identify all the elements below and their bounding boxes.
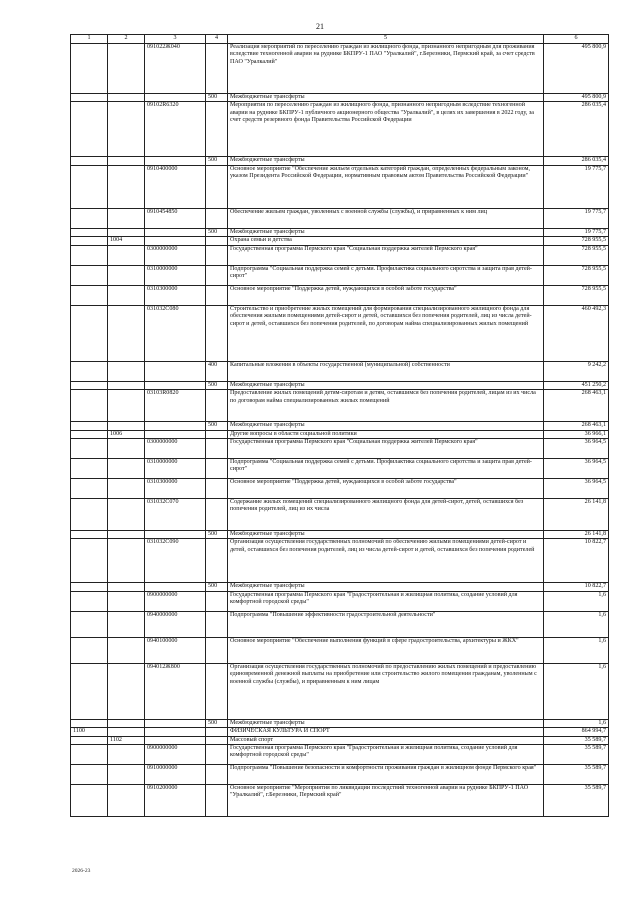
- table-row: [71, 583, 609, 591]
- amount-cell: 728 955,5: [544, 285, 609, 305]
- description-cell: Охрана семьи и детства: [228, 237, 544, 245]
- table-row: [71, 438, 609, 458]
- expense-type-cell: [206, 611, 228, 637]
- target-article-cell: [145, 228, 206, 236]
- description-cell: Массовый спорт: [228, 736, 544, 744]
- description-cell: Межбюджетные трансферты: [228, 583, 544, 591]
- subsection-code-cell: [108, 583, 145, 591]
- expense-type-cell: [206, 305, 228, 361]
- description-cell: Государственная программа Пермского края "Социальная поддержка жителей Пермского края": [228, 245, 544, 265]
- description-cell: Межбюджетные трансферты: [228, 157, 544, 165]
- amount-cell: 35 589,7: [544, 765, 609, 785]
- table-row: [71, 591, 609, 611]
- amount-cell: 36 964,5: [544, 458, 609, 478]
- target-article-cell: [145, 422, 206, 430]
- table-row: [71, 637, 609, 663]
- description-cell: Обеспечение жильем граждан, уволенных с военной службы (службы), и приравненных к ним лиц: [228, 208, 544, 228]
- section-code-cell: [71, 719, 108, 727]
- table-row: [71, 478, 609, 498]
- table-row: [71, 430, 609, 438]
- subsection-code-cell: [108, 208, 145, 228]
- column-header: 3: [145, 35, 206, 44]
- column-header: 4: [206, 35, 228, 44]
- description-cell: Другие вопросы в области социальной политики: [228, 430, 544, 438]
- description-cell: Организация осуществления государственных полномочий по предоставлению жилых помещений и предоставлению единовременной денежной выплаты на приобретение или строительство жилого помещения гражданам, уволенным с военной службы (службы), и приравненным к ним лицам: [228, 663, 544, 719]
- table-row: [71, 305, 609, 361]
- target-article-cell: 09102R6320: [145, 102, 206, 157]
- column-header: 5: [228, 35, 544, 44]
- subsection-code-cell: [108, 94, 145, 102]
- table-row: [71, 765, 609, 785]
- table-row: [71, 44, 609, 94]
- expense-type-cell: [206, 237, 228, 245]
- target-article-cell: 0300000000: [145, 438, 206, 458]
- section-code-cell: [71, 361, 108, 381]
- description-cell: Государственная программа Пермского края "Социальная поддержка жителей Пермского края": [228, 438, 544, 458]
- section-code-cell: [71, 458, 108, 478]
- budget-table: [70, 34, 609, 817]
- table-row: [71, 245, 609, 265]
- section-code-cell: [71, 381, 108, 389]
- section-code-cell: [71, 611, 108, 637]
- section-code-cell: [71, 591, 108, 611]
- section-code-cell: [71, 285, 108, 305]
- subsection-code-cell: [108, 478, 145, 498]
- description-cell: Основное мероприятие "Поддержка детей, нуждающихся в особой заботе государства": [228, 478, 544, 498]
- expense-type-cell: [206, 165, 228, 208]
- subsection-code-cell: [108, 361, 145, 381]
- amount-cell: 286 035,4: [544, 102, 609, 157]
- expense-type-cell: [206, 736, 228, 744]
- amount-cell: 268 463,1: [544, 390, 609, 422]
- expense-type-cell: 500: [206, 422, 228, 430]
- amount-cell: 728 955,5: [544, 265, 609, 285]
- section-code-cell: [71, 94, 108, 102]
- subsection-code-cell: [108, 157, 145, 165]
- section-code-cell: [71, 390, 108, 422]
- subsection-code-cell: [108, 785, 145, 817]
- section-code-cell: [71, 237, 108, 245]
- amount-cell: 19 775,7: [544, 228, 609, 236]
- target-article-cell: 031032С090: [145, 539, 206, 583]
- target-article-cell: 0300000000: [145, 245, 206, 265]
- subsection-code-cell: [108, 719, 145, 727]
- description-cell: Содержание жилых помещений специализированного жилищного фонда для детей-сирот, детей, оставшихся без попечения родителей, лиц из их числа: [228, 498, 544, 530]
- expense-type-cell: [206, 539, 228, 583]
- amount-cell: 864 994,7: [544, 728, 609, 736]
- subsection-code-cell: [108, 390, 145, 422]
- table-row: [71, 719, 609, 727]
- section-code-cell: [71, 102, 108, 157]
- amount-cell: 26 141,8: [544, 530, 609, 538]
- target-article-cell: 0900000000: [145, 745, 206, 765]
- section-code-cell: [71, 785, 108, 817]
- description-cell: Основное мероприятие "Обеспечение выполнения функций в сфере градостроительства, архитектуры и ЖКХ": [228, 637, 544, 663]
- target-article-cell: 03103R0820: [145, 390, 206, 422]
- subsection-code-cell: [108, 591, 145, 611]
- amount-cell: 286 035,4: [544, 157, 609, 165]
- amount-cell: 36 964,5: [544, 438, 609, 458]
- expense-type-cell: [206, 458, 228, 478]
- description-cell: Капитальные вложения в объекты государственной (муниципальной) собственности: [228, 361, 544, 381]
- subsection-code-cell: 1004: [108, 237, 145, 245]
- amount-cell: 10 822,7: [544, 583, 609, 591]
- subsection-code-cell: [108, 663, 145, 719]
- description-cell: Строительство и приобретение жилых помещений для формирования специализированного жилищного фонда для обеспечения жилыми помещениями детей-сирот и детей, оставшихся без попечения родителей, лиц из числа детей-сирот и детей, оставшихся без попечения родителей, по договорам найма специализированных жилых помещений: [228, 305, 544, 361]
- header-row: [71, 35, 609, 44]
- subsection-code-cell: [108, 381, 145, 389]
- subsection-code-cell: [108, 637, 145, 663]
- target-article-cell: 031032С080: [145, 305, 206, 361]
- table-row: [71, 265, 609, 285]
- amount-cell: 10 822,7: [544, 539, 609, 583]
- description-cell: Межбюджетные трансферты: [228, 381, 544, 389]
- expense-type-cell: [206, 430, 228, 438]
- section-code-cell: [71, 663, 108, 719]
- subsection-code-cell: [108, 728, 145, 736]
- amount-cell: 35 589,7: [544, 785, 609, 817]
- target-article-cell: [145, 237, 206, 245]
- subsection-code-cell: [108, 305, 145, 361]
- target-article-cell: 0940100000: [145, 637, 206, 663]
- subsection-code-cell: [108, 539, 145, 583]
- expense-type-cell: 500: [206, 583, 228, 591]
- amount-cell: 35 589,7: [544, 736, 609, 744]
- amount-cell: 451 250,2: [544, 381, 609, 389]
- table-row: [71, 157, 609, 165]
- expense-type-cell: [206, 390, 228, 422]
- amount-cell: 728 955,5: [544, 245, 609, 265]
- table-row: [71, 611, 609, 637]
- description-cell: Основное мероприятие "Поддержка детей, нуждающихся в особой заботе государства": [228, 285, 544, 305]
- column-header: 2: [108, 35, 145, 44]
- description-cell: Организация осуществления государственных полномочий по обеспечению жилыми помещениями детей-сирот и детей, оставшихся без попечения родителей, лиц из числа детей-сирот и детей, оставшихся без попечения родителей: [228, 539, 544, 583]
- amount-cell: 19 775,7: [544, 208, 609, 228]
- table-row: [71, 498, 609, 530]
- section-code-cell: [71, 539, 108, 583]
- table-row: [71, 361, 609, 381]
- subsection-code-cell: 1006: [108, 430, 145, 438]
- expense-type-cell: 500: [206, 94, 228, 102]
- section-code-cell: [71, 208, 108, 228]
- section-code-cell: [71, 530, 108, 538]
- table-row: [71, 785, 609, 817]
- expense-type-cell: [206, 663, 228, 719]
- amount-cell: 1,6: [544, 591, 609, 611]
- target-article-cell: [145, 157, 206, 165]
- expense-type-cell: [206, 438, 228, 458]
- target-article-cell: 0940000000: [145, 611, 206, 637]
- table-row: [71, 228, 609, 236]
- target-article-cell: 0910200000: [145, 785, 206, 817]
- expense-type-cell: 500: [206, 719, 228, 727]
- target-article-cell: 0310300000: [145, 285, 206, 305]
- description-cell: Подпрограмма "Повышение эффективности градостроительной деятельности": [228, 611, 544, 637]
- section-code-cell: [71, 245, 108, 265]
- amount-cell: 1,6: [544, 663, 609, 719]
- subsection-code-cell: [108, 611, 145, 637]
- section-code-cell: [71, 305, 108, 361]
- section-code-cell: [71, 422, 108, 430]
- table-row: [71, 530, 609, 538]
- expense-type-cell: [206, 765, 228, 785]
- target-article-cell: 0910000000: [145, 765, 206, 785]
- amount-cell: 35 589,7: [544, 745, 609, 765]
- description-cell: Реализация мероприятий по переселению граждан из жилищного фонда, признанного непригодным для проживания вследствие техногенной аварии на руднике БКПРУ-1 ПАО "Уралкалий", г.Березники, Пермский край, за счет средств ПАО "Уралкалий": [228, 44, 544, 94]
- description-cell: Предоставление жилых помещений детям-сиротам и детям, оставшимся без попечения родителей, лицам из их числа по договорам найма специализированных жилых помещений: [228, 390, 544, 422]
- target-article-cell: [145, 728, 206, 736]
- subsection-code-cell: [108, 745, 145, 765]
- section-code-cell: [71, 438, 108, 458]
- expense-type-cell: 500: [206, 381, 228, 389]
- table-row: [71, 102, 609, 157]
- table-row: [71, 285, 609, 305]
- section-code-cell: [71, 765, 108, 785]
- target-article-cell: 0310000000: [145, 458, 206, 478]
- expense-type-cell: 500: [206, 228, 228, 236]
- document-code: 2026-23: [72, 868, 91, 874]
- description-cell: Подпрограмма "Повышение безопасности и комфортности проживания граждан в жилищном фонде Пермского края": [228, 765, 544, 785]
- target-article-cell: 091022Ж040: [145, 44, 206, 94]
- target-article-cell: 0910454850: [145, 208, 206, 228]
- section-code-cell: [71, 228, 108, 236]
- amount-cell: 1,6: [544, 719, 609, 727]
- table-row: [71, 237, 609, 245]
- target-article-cell: 0900000000: [145, 591, 206, 611]
- target-article-cell: 031032С070: [145, 498, 206, 530]
- description-cell: Межбюджетные трансферты: [228, 228, 544, 236]
- table-row: [71, 663, 609, 719]
- section-code-cell: [71, 157, 108, 165]
- description-cell: Межбюджетные трансферты: [228, 719, 544, 727]
- target-article-cell: [145, 381, 206, 389]
- table-row: [71, 208, 609, 228]
- expense-type-cell: [206, 785, 228, 817]
- subsection-code-cell: [108, 765, 145, 785]
- subsection-code-cell: [108, 458, 145, 478]
- amount-cell: 9 242,2: [544, 361, 609, 381]
- table-row: [71, 390, 609, 422]
- expense-type-cell: [206, 637, 228, 663]
- table-row: [71, 422, 609, 430]
- section-code-cell: [71, 583, 108, 591]
- section-code-cell: [71, 745, 108, 765]
- target-article-cell: 094012Ж800: [145, 663, 206, 719]
- expense-type-cell: 400: [206, 361, 228, 381]
- table-row: [71, 165, 609, 208]
- expense-type-cell: [206, 728, 228, 736]
- amount-cell: 495 800,9: [544, 44, 609, 94]
- target-article-cell: [145, 94, 206, 102]
- table-row: [71, 736, 609, 744]
- subsection-code-cell: [108, 265, 145, 285]
- description-cell: Основное мероприятие "Мероприятия по ликвидации последствий техногенной аварии на руднике БКПРУ-1 ПАО "Уралкалий", г.Березники, Пермский край": [228, 785, 544, 817]
- subsection-code-cell: [108, 165, 145, 208]
- amount-cell: 1,6: [544, 637, 609, 663]
- section-code-cell: 1100: [71, 728, 108, 736]
- section-code-cell: [71, 478, 108, 498]
- subsection-code-cell: [108, 228, 145, 236]
- expense-type-cell: [206, 498, 228, 530]
- subsection-code-cell: [108, 498, 145, 530]
- table-row: [71, 728, 609, 736]
- table-row: [71, 458, 609, 478]
- description-cell: Государственная программа Пермского края "Градостроительная и жилищная политика, создание условий для комфортной городской среды": [228, 591, 544, 611]
- subsection-code-cell: [108, 285, 145, 305]
- expense-type-cell: [206, 44, 228, 94]
- expense-type-cell: [206, 591, 228, 611]
- description-cell: Мероприятия по переселению граждан из жилищного фонда, признанного непригодным вследствие техногенной аварии на руднике БКПРУ-1 публичного акционерного общества "Уралкалий", в целях их завершения в 2022 году, за счет средств резервного фонда Правительства Российской Федерации: [228, 102, 544, 157]
- target-article-cell: [145, 430, 206, 438]
- subsection-code-cell: [108, 422, 145, 430]
- expense-type-cell: [206, 265, 228, 285]
- section-code-cell: [71, 736, 108, 744]
- description-cell: Межбюджетные трансферты: [228, 530, 544, 538]
- target-article-cell: 0910400000: [145, 165, 206, 208]
- subsection-code-cell: 1102: [108, 736, 145, 744]
- expense-type-cell: [206, 208, 228, 228]
- section-code-cell: [71, 265, 108, 285]
- section-code-cell: [71, 637, 108, 663]
- amount-cell: 36 964,5: [544, 478, 609, 498]
- description-cell: Государственная программа Пермского края "Градостроительная и жилищная политика, создание условий для комфортной городской среды": [228, 745, 544, 765]
- expense-type-cell: [206, 285, 228, 305]
- subsection-code-cell: [108, 438, 145, 458]
- target-article-cell: [145, 583, 206, 591]
- description-cell: Подпрограмма "Социальная поддержка семей с детьми. Профилактика социального сиротства и защита прав детей-сирот": [228, 265, 544, 285]
- description-cell: Основное мероприятие "Обеспечение жильем отдельных категорий граждан, определенных федеральным законом, указом Президента Российской Федерации, нормативным правовым актом Правительства Российской Федерации": [228, 165, 544, 208]
- subsection-code-cell: [108, 44, 145, 94]
- target-article-cell: [145, 530, 206, 538]
- amount-cell: 495 800,9: [544, 94, 609, 102]
- description-cell: ФИЗИЧЕСКАЯ КУЛЬТУРА И СПОРТ: [228, 728, 544, 736]
- description-cell: Межбюджетные трансферты: [228, 94, 544, 102]
- target-article-cell: 0310300000: [145, 478, 206, 498]
- amount-cell: 728 955,5: [544, 237, 609, 245]
- target-article-cell: [145, 361, 206, 381]
- amount-cell: 19 775,7: [544, 165, 609, 208]
- expense-type-cell: [206, 245, 228, 265]
- expense-type-cell: 500: [206, 530, 228, 538]
- target-article-cell: [145, 719, 206, 727]
- subsection-code-cell: [108, 245, 145, 265]
- expense-type-cell: [206, 102, 228, 157]
- section-code-cell: [71, 165, 108, 208]
- target-article-cell: 0310000000: [145, 265, 206, 285]
- expense-type-cell: [206, 478, 228, 498]
- target-article-cell: [145, 736, 206, 744]
- table-row: [71, 745, 609, 765]
- section-code-cell: [71, 44, 108, 94]
- amount-cell: 36 966,1: [544, 430, 609, 438]
- page-number: 21: [316, 22, 324, 31]
- table-row: [71, 381, 609, 389]
- table-row: [71, 539, 609, 583]
- amount-cell: 460 492,3: [544, 305, 609, 361]
- expense-type-cell: [206, 745, 228, 765]
- subsection-code-cell: [108, 102, 145, 157]
- expense-type-cell: 500: [206, 157, 228, 165]
- amount-cell: 268 463,1: [544, 422, 609, 430]
- amount-cell: 1,6: [544, 611, 609, 637]
- subsection-code-cell: [108, 530, 145, 538]
- amount-cell: 26 141,8: [544, 498, 609, 530]
- table-row: [71, 94, 609, 102]
- description-cell: Межбюджетные трансферты: [228, 422, 544, 430]
- section-code-cell: [71, 498, 108, 530]
- column-header: 6: [544, 35, 609, 44]
- description-cell: Подпрограмма "Социальная поддержка семей с детьми. Профилактика социального сиротства и защита прав детей-сирот": [228, 458, 544, 478]
- section-code-cell: [71, 430, 108, 438]
- column-header: 1: [71, 35, 108, 44]
